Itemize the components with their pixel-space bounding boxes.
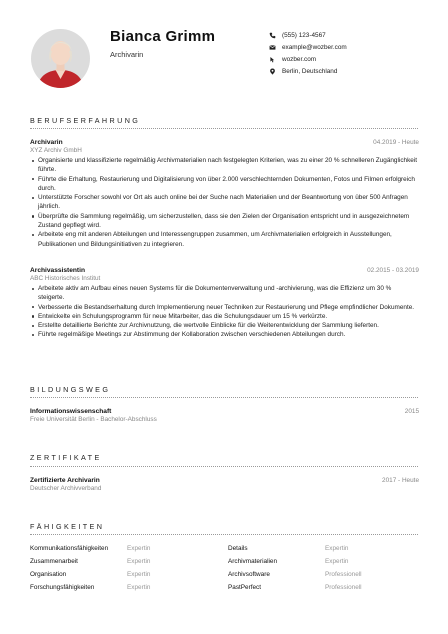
skill-level: Expertin [127,558,151,565]
education-degree: Informationswissenschaft [30,408,112,415]
section-title-education: BILDUNGSWEG [30,385,111,394]
skill-name: Forschungsfähigkeiten [30,584,95,591]
location-icon [268,68,276,76]
job-bullet: Arbeitete aktiv am Aufbau eines neuen Systems für die Dokumentenverwaltung und -archivierung, was die Effizienz um 30 % steigerte. [30,284,419,303]
certificate-date: 2017 - Heute [382,477,419,484]
certificate-issuer: Deutscher Archivverband [30,485,102,492]
skill-name: PastPerfect [228,584,262,591]
contact-phone-text: (555) 123-4567 [282,31,326,39]
phone-icon [268,31,276,39]
contact-email-text: example@wozber.com [282,43,347,51]
job-bullet: Unterstützte Forscher sowohl vor Ort als auch online bei der Suche nach Materialien und der Beantwortung von über 500 Anfragen jährlich. [30,193,419,212]
skill-level: Professionell [325,584,362,591]
skill-level: Professionell [325,571,362,578]
skill-row [30,584,419,597]
job-bullets [30,284,419,340]
job-bullet: Verbesserte die Bestandserhaltung durch Implementierung neuer Techniken zur Restaurierung und Pflege empfindlicher Dokumente. [30,303,419,312]
contact-location-text: Berlin, Deutschland [282,68,338,76]
certificate-entry [30,477,419,492]
job-title: Archivarin [30,139,63,146]
job-company: XYZ Archiv GmbH [30,147,82,154]
certificate-name: Zertifizierte Archivarin [30,477,100,484]
job-entry [30,139,419,249]
job-bullet: Führte die Erhaltung, Restaurierung und Digitalisierung von über 2.000 verschlechternden Dokumenten, Fotos und Filmen erfolgreich durch. [30,175,419,194]
skill-row [30,571,419,584]
section-title-certificates: ZERTIFIKATE [30,453,102,462]
link-icon [268,55,276,63]
skill-name: Zusammenarbeit [30,558,78,565]
education-school: Freie Universität Berlin - Bachelor-Abschluss [30,416,157,423]
contact-website-text: wozber.com [282,55,317,63]
section-divider [30,397,418,398]
job-bullet: Führte regelmäßige Meetings zur Abstimmung der Kollaboration zwischen verschiedenen Abteilungen durch. [30,330,419,339]
section-divider [30,534,418,535]
section-divider [30,466,418,467]
contact-email[interactable] [268,41,347,53]
skill-name: Archivsoftware [228,571,270,578]
skill-name: Organisation [30,571,67,578]
avatar-photo [31,29,90,88]
job-bullet: Entwickelte ein Schulungsprogramm für neue Mitarbeiter, das die Schulungsdauer um 15 % verkürzte. [30,312,419,321]
contact-location [268,66,347,78]
skill-level: Expertin [127,571,151,578]
section-title-experience: BERUFSERFAHRUNG [30,116,141,125]
skill-name: Kommunikationsfähigkeiten [30,545,109,552]
section-title-skills: FÄHIGKEITEN [30,522,105,531]
job-date: 02.2015 - 03.2019 [367,267,419,274]
skill-level: Expertin [325,545,349,552]
job-title: Archivassistentin [30,267,85,274]
job-entry [30,267,419,340]
skill-name: Archivmaterialien [228,558,278,565]
job-bullet: Erstellte detaillierte Berichte zur Archivnutzung, die wertvolle Einblicke für die Weiterentwicklung der Sammlung lieferten. [30,321,419,330]
candidate-role: Archivarin [110,50,144,59]
mail-icon [268,43,276,51]
education-year: 2015 [404,408,419,415]
contact-list [268,29,347,78]
skill-name: Details [228,545,248,552]
skill-level: Expertin [325,558,349,565]
skill-row [30,545,419,558]
contact-phone [268,29,347,41]
job-bullet: Überprüfte die Sammlung regelmäßig, um sicherzustellen, dass sie den Zielen der Organisation entspricht und in ausgezeichnetem Zustand gepflegt wird. [30,212,419,231]
skill-row [30,558,419,571]
section-divider [30,128,418,129]
skill-level: Expertin [127,545,151,552]
skills-grid [30,545,419,597]
education-entry [30,408,419,423]
avatar [31,29,90,88]
job-bullets [30,156,419,249]
job-date: 04.2019 - Heute [373,139,419,146]
job-bullet: Organisierte und klassifizierte regelmäßig Archivmaterialien nach festgelegten Kriterien, was zu einer 20 % schnelleren Zugänglichkeit führte. [30,156,419,175]
candidate-name: Bianca Grimm [110,28,216,45]
contact-website[interactable] [268,53,347,65]
skill-level: Expertin [127,584,151,591]
job-company: ABC Historisches Institut [30,275,101,282]
job-bullet: Arbeitete eng mit anderen Abteilungen und Interessengruppen zusammen, um Archivmaterialien erfolgreich in Ausstellungen, Publikationen und Bildungsinitiativen zu integrieren. [30,230,419,249]
